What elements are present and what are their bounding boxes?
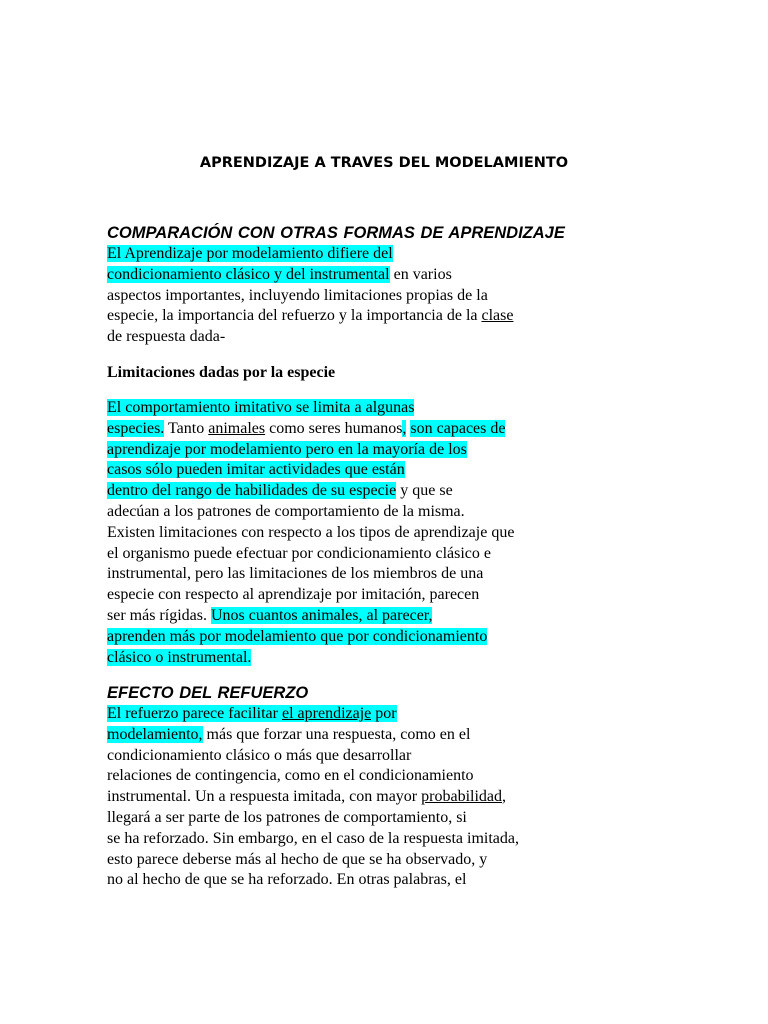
section-heading-comparacion: COMPARACIÓN CON OTRAS FORMAS DE APRENDIZAJE [107,224,565,242]
section-heading-efecto-refuerzo: EFECTO DEL REFUERZO [107,684,309,702]
text-run: instrumental, pero las limitaciones de los miembros de una [107,565,484,583]
text-line [107,606,514,627]
text-line [107,481,514,502]
subheading-limitaciones: Limitaciones dadas por la especie [107,364,336,381]
text-line [107,829,519,850]
highlighted-text: , [402,419,407,437]
underlined-text: clase [481,307,514,325]
text-line [107,787,519,808]
text-run: llegará a ser parte de los patrones de comportamiento, si [107,808,467,826]
highlighted-text: El comportamiento imitativo se limita a algunas [107,399,415,416]
text-run: Tanto [164,419,209,437]
text-line [107,850,519,871]
text-line [107,766,519,787]
highlighted-text: modelamiento, [107,725,203,743]
text-line [107,704,519,725]
text-line [107,544,514,565]
text-line [107,725,519,746]
text-run: más que forzar una respuesta, como en el [202,725,471,743]
paragraph-comparacion [107,244,513,348]
text-line [107,419,514,440]
text-run: el organismo puede efectuar por condicionamiento clásico e [107,544,491,562]
text-run: , [502,788,507,806]
text-run: como seres humanos [265,419,403,437]
highlighted-text: El refuerzo parece facilitar [107,705,282,722]
highlighted-text: Unos cuantos animales, al parecer, [210,606,433,624]
text-run: ser más rígidas. [107,606,211,624]
highlighted-text: aprendizaje por modelamiento pero en la mayoría de los [107,440,467,458]
text-line [107,306,513,327]
highlighted-text: aprenden más por modelamiento que por condicionamiento [107,627,488,645]
text-run: de respuesta dada- [107,328,226,346]
highlighted-text: clásico o instrumental. [107,648,252,666]
text-run: se ha reforzado. Sin embargo, en el caso de la respuesta imitada, [107,829,519,847]
text-run: en varios [389,265,452,283]
text-run: instrumental. Un a respuesta imitada, con mayor [107,788,422,806]
highlighted-text: condicionamiento clásico y del instrumental [107,265,390,283]
text-run: y que se [396,482,453,500]
text-line [107,327,513,348]
text-run: especie, la importancia del refuerzo y la importancia de la [107,307,482,325]
highlighted-text: dentro del rango de habilidades de su especie [107,482,397,500]
text-run: relaciones de contingencia, como en el condicionamiento [107,767,474,785]
paragraph-limitaciones [107,398,514,668]
highlighted-text: por [371,705,397,722]
text-line [107,398,514,419]
text-line [107,627,514,648]
text-run: condicionamiento clásico o más que desarrollar [107,746,412,764]
highlighted-text: casos sólo pueden imitar actividades que están [107,461,405,479]
text-line [107,286,513,307]
document-title: APRENDIZAJE A TRAVES DEL MODELAMIENTO [199,155,569,171]
text-line [107,265,513,286]
text-run: esto parece deberse más al hecho de que se ha observado, y [107,850,488,868]
text-line [107,564,514,585]
text-line [107,585,514,606]
underlined-text: probabilidad [421,788,503,806]
text-line [107,460,514,481]
underlined-text: animales [208,419,266,437]
text-line [107,440,514,461]
text-line [107,808,519,829]
text-line [107,244,513,265]
text-run: aspectos importantes, incluyendo limitaciones propias de la [107,286,488,304]
text-line [107,746,519,767]
paragraph-efecto-refuerzo [107,704,519,891]
highlighted-text: especies. [107,419,165,437]
highlighted-text: el aprendizaje [281,705,372,722]
text-run: especie con respecto al aprendizaje por imitación, parecen [107,586,480,604]
text-run: adecúan a los patrones de comportamiento de la misma. [107,502,465,520]
text-line [107,870,519,891]
text-run: Existen limitaciones con respecto a los tipos de aprendizaje que [107,523,515,541]
text-run: no al hecho de que se ha reforzado. En otras palabras, el [107,871,467,889]
text-line [107,502,514,523]
highlighted-text: son capaces de [410,419,506,437]
text-line [107,648,514,669]
text-line [107,523,514,544]
highlighted-text: El Aprendizaje por modelamiento difiere del [107,245,393,262]
